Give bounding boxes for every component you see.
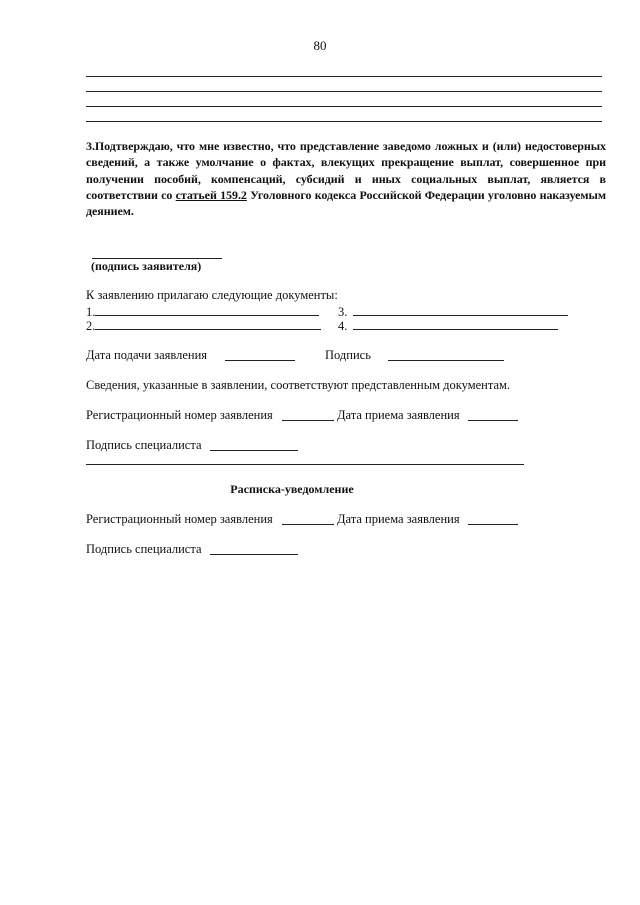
confirmation-paragraph xyxy=(86,138,606,219)
receipt-number-label: Регистрационный номер заявления xyxy=(86,512,273,526)
receipt-specialist-signature-label: Подпись специалиста xyxy=(86,542,202,556)
criminal-code-link[interactable]: статьей 159.2 xyxy=(175,187,247,202)
registration-date-label: Дата приема заявления xyxy=(337,408,460,422)
blank-line xyxy=(86,76,602,77)
documents-intro: К заявлению прилагаю следующие документы: xyxy=(86,288,338,302)
receipt-date-label: Дата приема заявления xyxy=(337,512,460,526)
specialist-signature-label: Подпись специалиста xyxy=(86,438,202,452)
registration-date-field[interactable] xyxy=(468,409,518,421)
separator-line xyxy=(86,464,524,465)
document-item-3: 3. xyxy=(338,304,568,320)
blank-line xyxy=(86,91,602,92)
blank-line xyxy=(86,121,602,122)
document-field-2[interactable] xyxy=(95,318,321,330)
specialist-signature-field[interactable] xyxy=(210,439,298,451)
submission-signature-field[interactable] xyxy=(388,349,504,361)
document-field-3[interactable] xyxy=(353,304,568,316)
receipt-title: Расписка-уведомление xyxy=(230,482,354,496)
document-field-1[interactable] xyxy=(95,304,319,316)
confirmation-text-1: 3.Подтверждаю, что мне известно, что представление заведомо ложных и (или) недостоверных сведений, а также умолчание о фактах, влекущих прекращение выплат, совершенное при получении пособий, компенсаций, субсидий и иных социальных выплат, является в соответствии со xyxy=(86,139,606,202)
page-number: 80 xyxy=(313,38,327,53)
document-item-4: 4. xyxy=(338,318,558,334)
receipt-number-field[interactable] xyxy=(282,513,334,525)
document-field-4[interactable] xyxy=(353,318,558,330)
registration-number-label: Регистрационный номер заявления xyxy=(86,408,273,422)
blank-line xyxy=(86,106,602,107)
applicant-signature-label: (подпись заявителя) xyxy=(91,259,202,273)
receipt-date-field[interactable] xyxy=(468,513,518,525)
registration-number-field[interactable] xyxy=(282,409,334,421)
receipt-specialist-signature-field[interactable] xyxy=(210,543,298,555)
verified-statement: Сведения, указанные в заявлении, соответствуют представленным документам. xyxy=(86,378,511,392)
submission-date-field[interactable] xyxy=(225,349,295,361)
submission-signature-label: Подпись xyxy=(325,348,371,362)
submission-date-label: Дата подачи заявления xyxy=(86,348,208,362)
document-item-1: 1. xyxy=(86,304,319,320)
confirmation-text-2: Уголовного кодекса Российской Федерации уголовно наказуемым деянием. xyxy=(86,187,606,219)
document-item-2: 2. xyxy=(86,318,321,334)
